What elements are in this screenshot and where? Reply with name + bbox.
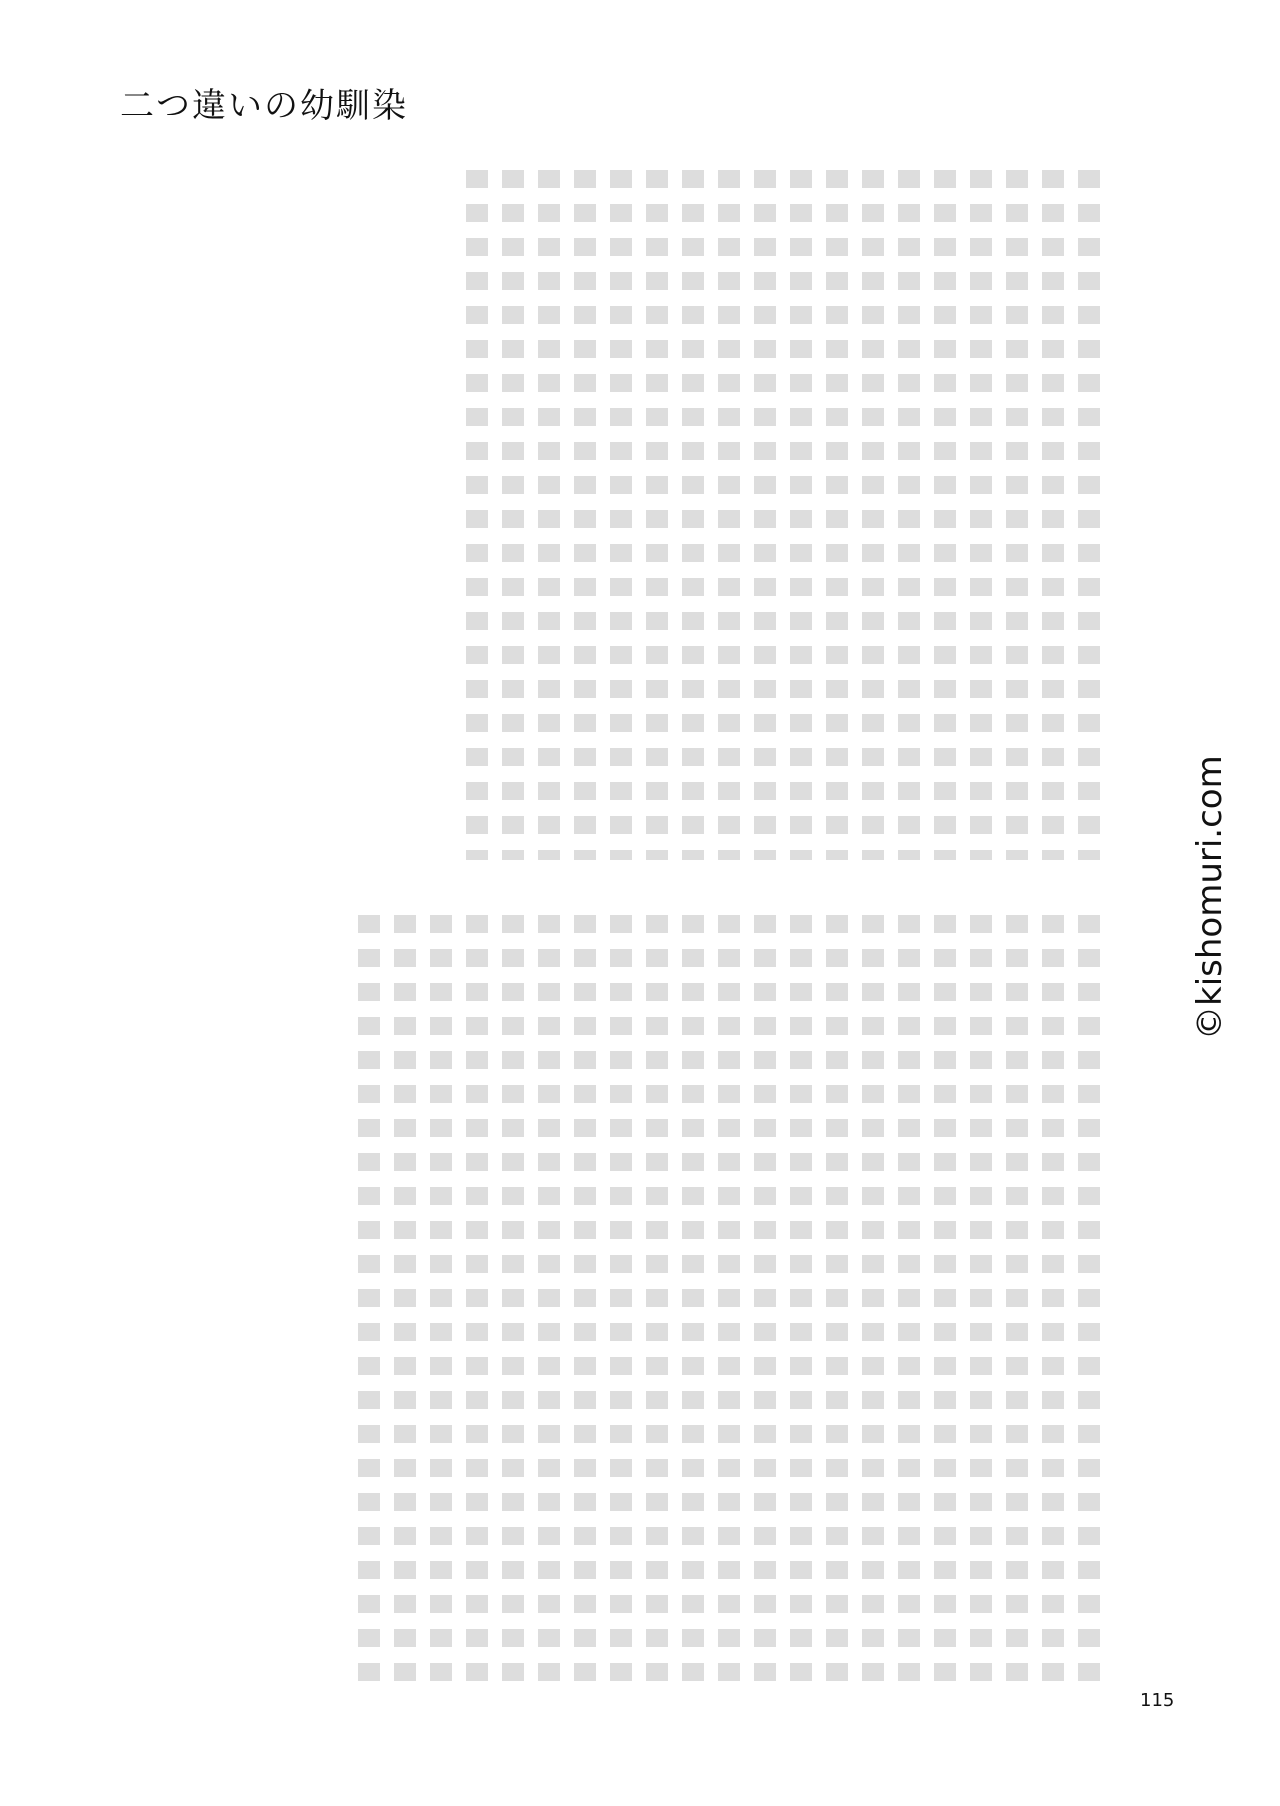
text-column-placeholder bbox=[1042, 915, 1064, 1685]
text-column-placeholder bbox=[466, 915, 488, 1685]
chapter-title: 二つ違いの幼馴染 bbox=[120, 86, 408, 126]
text-column-placeholder bbox=[790, 170, 812, 860]
text-column-placeholder bbox=[862, 170, 884, 860]
text-column-placeholder bbox=[790, 915, 812, 1685]
text-column-placeholder bbox=[970, 915, 992, 1685]
text-column-placeholder bbox=[610, 170, 632, 860]
text-column-placeholder bbox=[574, 170, 596, 860]
watermark: ©kishomuri.com bbox=[1190, 755, 1230, 1040]
text-column-placeholder bbox=[538, 915, 560, 1685]
text-column-placeholder bbox=[646, 170, 668, 860]
text-column-placeholder bbox=[682, 170, 704, 860]
text-column-placeholder bbox=[898, 170, 920, 860]
text-column-placeholder bbox=[970, 170, 992, 860]
text-column-placeholder bbox=[538, 170, 560, 860]
text-block-bottom bbox=[120, 915, 1100, 1685]
text-block-top bbox=[120, 170, 1100, 860]
text-column-placeholder bbox=[898, 915, 920, 1685]
text-column-placeholder bbox=[1006, 915, 1028, 1685]
text-column-placeholder bbox=[610, 915, 632, 1685]
text-column-placeholder bbox=[718, 915, 740, 1685]
text-column-placeholder bbox=[826, 915, 848, 1685]
text-column-placeholder bbox=[394, 915, 416, 1685]
text-column-placeholder bbox=[862, 915, 884, 1685]
text-column-placeholder bbox=[574, 915, 596, 1685]
text-column-placeholder bbox=[934, 170, 956, 860]
text-column-placeholder bbox=[1078, 170, 1100, 860]
text-column-placeholder bbox=[1078, 915, 1100, 1685]
text-column-placeholder bbox=[754, 170, 776, 860]
text-column-placeholder bbox=[826, 170, 848, 860]
text-column-placeholder bbox=[430, 915, 452, 1685]
text-column-placeholder bbox=[1042, 170, 1064, 860]
text-column-placeholder bbox=[682, 915, 704, 1685]
text-column-placeholder bbox=[934, 915, 956, 1685]
page-number: 115 bbox=[1140, 1690, 1175, 1711]
text-column-placeholder bbox=[718, 170, 740, 860]
text-column-placeholder bbox=[502, 170, 524, 860]
text-column-placeholder bbox=[466, 170, 488, 860]
text-column-placeholder bbox=[1006, 170, 1028, 860]
text-column-placeholder bbox=[754, 915, 776, 1685]
text-column-placeholder bbox=[358, 915, 380, 1685]
text-column-placeholder bbox=[502, 915, 524, 1685]
text-column-placeholder bbox=[646, 915, 668, 1685]
